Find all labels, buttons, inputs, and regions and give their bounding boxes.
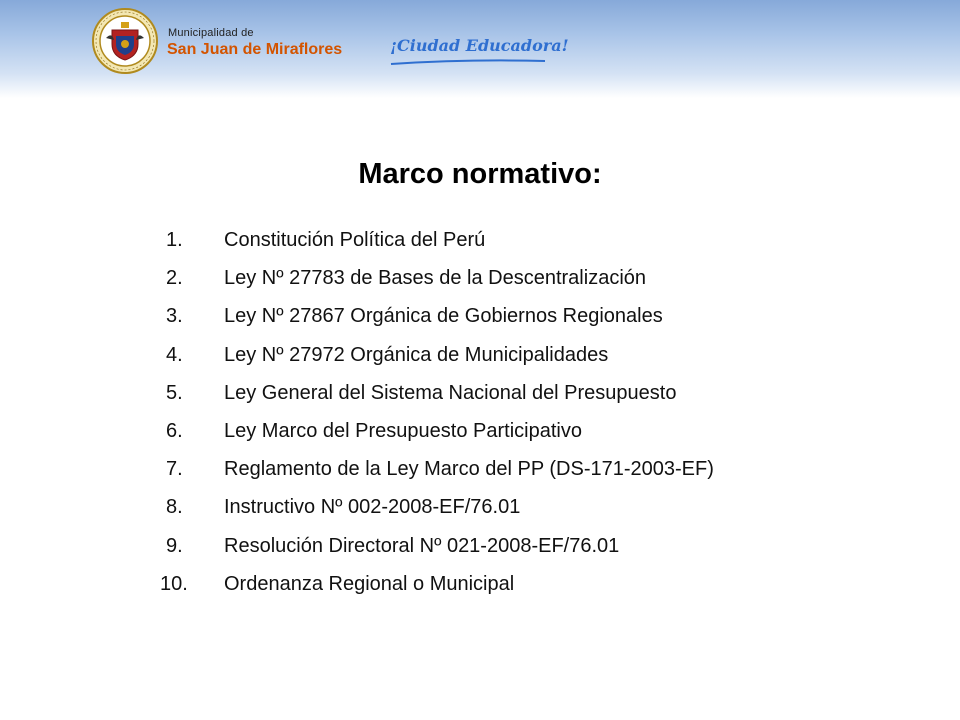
list-item [160, 458, 714, 496]
list-item [160, 496, 714, 534]
item-number: 7. [166, 458, 183, 481]
list-item [160, 535, 714, 573]
item-text: Constitución Política del Perú [224, 229, 486, 251]
item-number: 10. [160, 572, 188, 595]
legal-framework-list [160, 229, 714, 611]
list-item [160, 344, 714, 382]
item-number: 1. [166, 229, 183, 251]
item-number: 5. [166, 381, 183, 404]
header-banner [0, 0, 960, 98]
municipality-prefix: Municipalidad de [168, 27, 254, 39]
item-text: Reglamento de la Ley Marco del PP (DS-171-2003-EF) [224, 458, 714, 481]
municipality-name: San Juan de Miraflores [167, 41, 343, 58]
list-item [160, 382, 714, 420]
item-text: Instructivo Nº 002-2008-EF/76.01 [224, 496, 521, 519]
item-text: Ley General del Sistema Nacional del Presupuesto [224, 381, 677, 404]
item-number: 6. [166, 419, 183, 442]
slogan-underline [390, 58, 546, 66]
item-text: Ley Marco del Presupuesto Participativo [224, 419, 582, 442]
item-number: 9. [166, 534, 183, 557]
item-text: Ley Nº 27867 Orgánica de Gobiernos Regionales [224, 305, 663, 328]
item-text: Ley Nº 27783 de Bases de la Descentralización [224, 267, 647, 290]
list-item [160, 420, 714, 458]
item-text: Resolución Directoral Nº 021-2008-EF/76.01 [224, 534, 620, 557]
slogan-text: ¡Ciudad Educadora! [390, 36, 569, 55]
page-title: Marco normativo: [358, 158, 602, 190]
item-number: 4. [166, 343, 183, 366]
item-text: Ordenanza Regional o Municipal [224, 572, 515, 595]
list-item [160, 573, 714, 611]
list-item [160, 229, 714, 267]
item-text: Ley Nº 27972 Orgánica de Municipalidades [224, 343, 609, 366]
item-number: 2. [166, 267, 183, 290]
municipal-seal-icon [92, 8, 158, 74]
list-item [160, 267, 714, 305]
item-number: 3. [166, 305, 183, 328]
list-item [160, 305, 714, 343]
item-number: 8. [166, 496, 183, 519]
